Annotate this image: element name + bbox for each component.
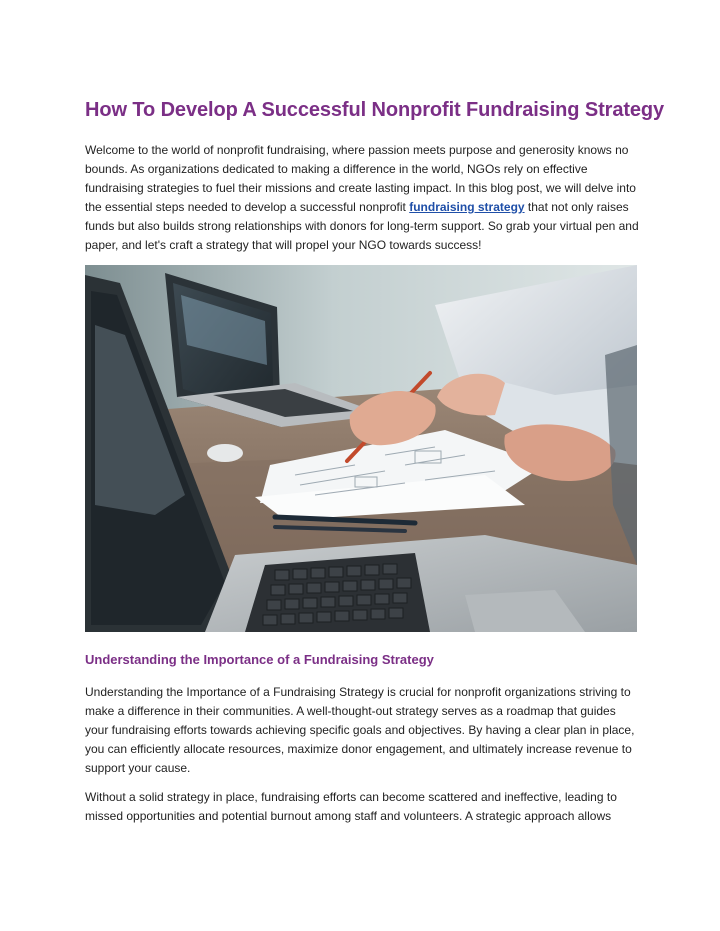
section-paragraph-1-container [85, 683, 640, 778]
section-paragraph-2: Without a solid strategy in place, fundraising efforts can become scattered and ineffective, leading to missed opportunities and potential burnout among staff and volunteers. A strategic approach allows [85, 790, 617, 823]
intro-paragraph [85, 141, 640, 255]
fundraising-strategy-link[interactable]: fundraising strategy [409, 200, 525, 214]
hero-illustration [85, 265, 637, 632]
page-title: How To Develop A Successful Nonprofit Fundraising Strategy [85, 99, 665, 121]
section-heading: Understanding the Importance of a Fundraising Strategy [85, 652, 434, 667]
section-paragraph-1: Understanding the Importance of a Fundraising Strategy is crucial for nonprofit organizations striving to make a difference in their communities. A well-thought-out strategy serves as a roadmap that guides your fundraising efforts towards achieving specific goals and objectives. By having a clear plan in place, you can efficiently allocate resources, maximize donor engagement, and ultimately increase revenue to support your cause. [85, 685, 635, 775]
section-paragraph-2-container [85, 788, 640, 826]
intro-text-before-link: Welcome to the world of nonprofit fundraising, where passion meets purpose and generosity knows no bounds. As organizations dedicated to making a difference in the world, NGOs rely on effective fundraising strategies to fuel their missions and create lasting impact. In this blog post, we will delve into the essential steps needed to develop a successful nonprofit [85, 143, 636, 214]
intro-text-after-link: that not only raises funds but also builds strong relationships with donors for long-term support. So grab your virtual pen and paper, and let's craft a strategy that will propel your NGO towards success! [85, 200, 639, 252]
hero-image-laptops-meeting [85, 265, 637, 632]
article-header [85, 96, 665, 255]
